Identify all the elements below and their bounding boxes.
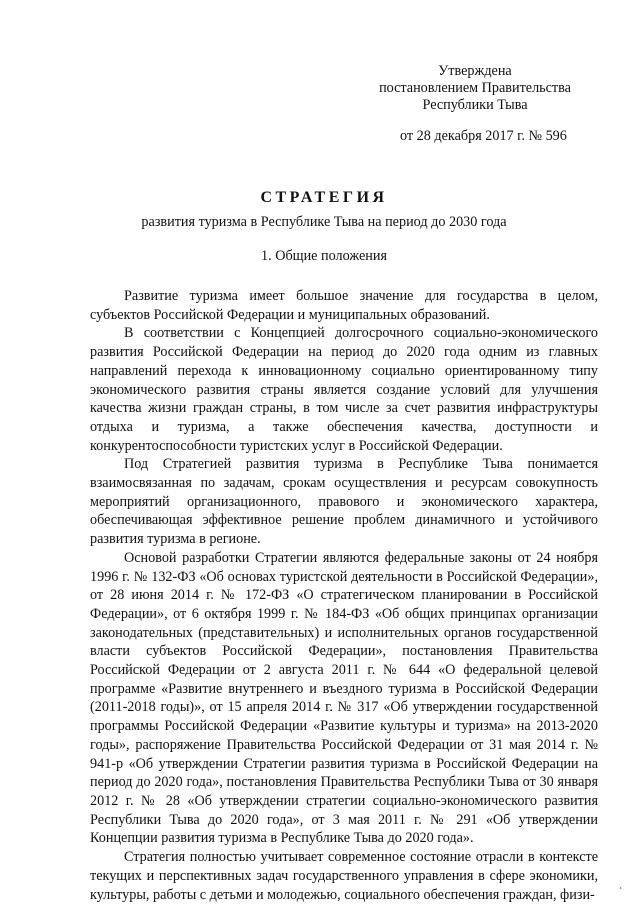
approval-line-1: Утверждена <box>438 63 512 79</box>
paragraph: Основой разработки Стратегии являются федеральные законы от 24 ноября 1996 г. № 132-ФЗ «Об основах туристской деятельности в Российской Федерации», от 28 июня 2014 г. № 172-ФЗ «О стратегическом планировании в Российской Федерации», от 6 октября 1999 г. № 184-ФЗ «Об общих принципах организации законодательных (представительных) и исполнительных органов государственной власти субъектов Российской Федерации», постановления Правительства Российской Федерации от 2 августа 2011 г. № 644 «О федеральной целевой программе «Развитие внутреннего и въездного туризма в Российской Федерации (2011-2018 годы)», от 15 апреля 2014 г. № 317 «Об утверждении государственной программы Российской Федерации «Развитие культуры и туризма» на 2013-2020 годы», распоряжение Правительства Российской Федерации от 31 мая 2014 г. № 941-р «Об утверждении Стратегии развития туризма в Российской Федерации на период до 2020 года», постановления Правительства Республики Тыва от 30 января 2012 г. № 28 «Об утверждении стратегии социально-экономического развития Республики Тыва до 2020 года», от 3 мая 2011 г. № 291 «Об утверждении Концепции развития туризма в Республике Тыва до 2020 года». <box>90 549 598 847</box>
approval-date: от 28 декабря 2017 г. № 596 <box>400 128 567 144</box>
approval-line-3: Республики Тыва <box>422 97 528 113</box>
approval-block <box>360 63 590 114</box>
document-body <box>90 287 598 904</box>
document-subtitle: развития туризма в Республике Тыва на период до 2030 года <box>141 214 507 230</box>
paragraph: В соответствии с Концепцией долгосрочного социально-экономического развития Российской Федерации на период до 2020 года одним из главных направлений перехода к инновационному социально ориентированному типу экономического развития страны является создание условий для улучшения качества жизни граждан страны, в том числе за счет развития инфраструктуры отдыха и туризма, а также обеспечения качества, доступности и конкурентоспособности туристских услуг в Российской Федерации. <box>90 325 598 454</box>
document-title: СТРАТЕГИЯ <box>260 189 388 206</box>
paragraph: Под Стратегией развития туризма в Республике Тыва понимается взаимосвязанная по задачам, срокам осуществления и ресурсам совокупность мероприятий организационного, правового и экономического характера, обеспечивающая эффективное решение проблем динамичного и устойчивого развития туризма в регионе. <box>90 456 598 548</box>
paragraph: Стратегия полностью учитывает современное состояние отрасли в контексте текущих и перспективных задач государственного управления в сфере экономики, культуры, работы с детьми и молодежью, социального обеспечения граждан, физи- <box>90 849 598 903</box>
paragraph: Развитие туризма имеет большое значение для государства в целом, субъектов Российской Федерации и муниципальных образований. <box>90 288 598 323</box>
section-heading: 1. Общие положения <box>261 248 387 264</box>
approval-line-2: постановлением Правительства <box>379 80 571 96</box>
corner-mark: ¸ <box>619 879 622 889</box>
